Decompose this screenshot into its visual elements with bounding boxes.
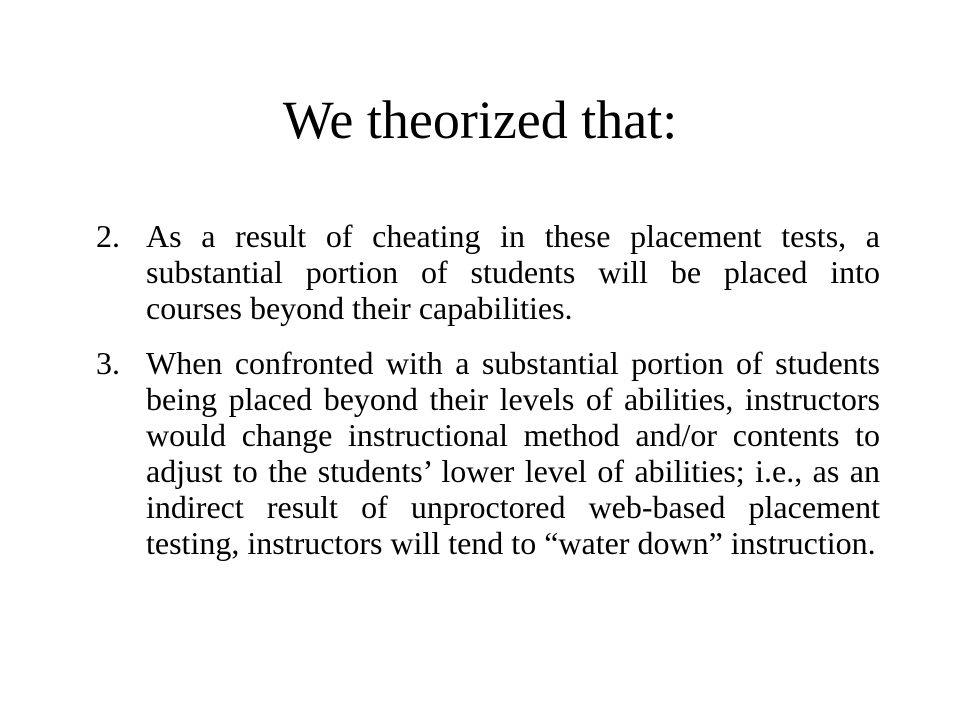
list-item [96,345,880,561]
list-item-text: As a result of cheating in these placement tests, a substantial portion of students will be placed into courses beyond their capabilities. [146,218,880,326]
list-item-number: 2. [96,218,120,254]
slide-title: We theorized that: [282,90,678,150]
list-item [96,218,880,326]
list-item-number: 3. [96,345,120,381]
list-item-text: When confronted with a substantial portion of students being placed beyond their levels of abilities, instructors would change instructional method and/or contents to adjust to the students’ lower level of abilities; i.e., as an indirect result of unproctored web-based placement testing, instructors will tend to “water down” instruction. [146,345,880,561]
numbered-list [96,218,880,561]
